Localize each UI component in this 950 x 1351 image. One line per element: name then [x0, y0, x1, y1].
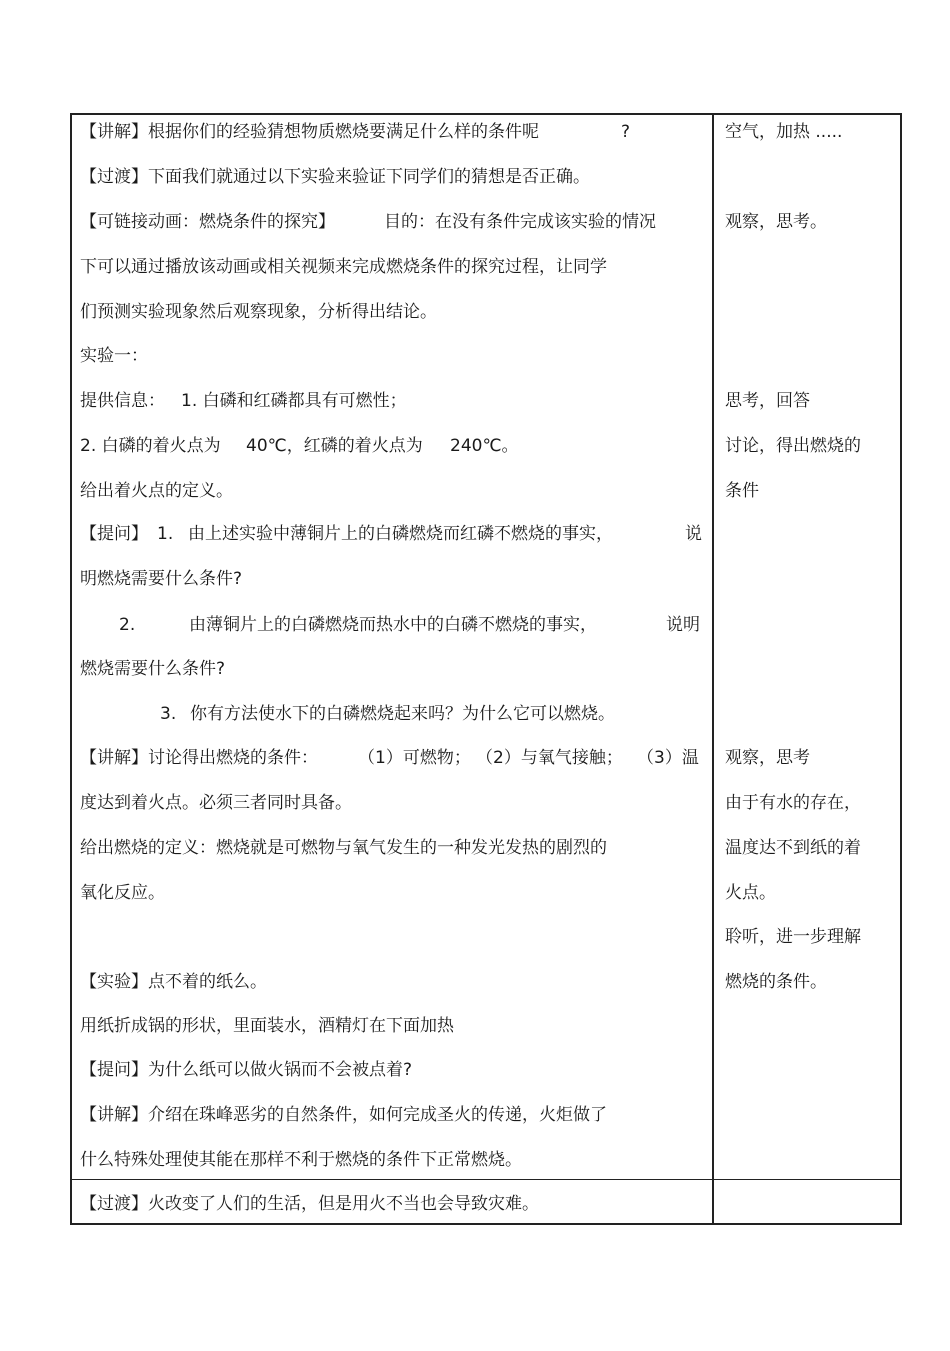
combustion-definition-continued: 氧化反应。	[80, 883, 165, 903]
student-activity-8: 温度达不到纸的着	[725, 838, 861, 858]
experiment-procedure: 用纸折成锅的形状，里面装水，酒精灯在下面加热	[80, 1016, 454, 1036]
question-label: 【提问】	[80, 524, 148, 544]
torch-explanation-continued: 什么特殊处理使其能在那样不利于燃烧的条件下正常燃烧。	[80, 1150, 522, 1170]
student-activity-10: 聆听，进一步理解	[725, 927, 861, 947]
info-item-2-b: 40℃，红磷的着火点为	[246, 436, 423, 456]
table-border-bottom	[70, 1223, 902, 1225]
question-2-number: 2.	[119, 615, 136, 635]
student-activity-1: 空气，加热 .....	[725, 122, 843, 142]
question-3-number: 3.	[160, 704, 177, 724]
condition-2: （2）与氧气接触；	[476, 748, 623, 768]
info-item-2-a: 2. 白磷的着火点为	[80, 436, 221, 456]
paper-pot-question: 【提问】为什么纸可以做火锅而不会被点着?	[80, 1060, 413, 1080]
condition-1: （1）可燃物；	[358, 748, 471, 768]
student-activity-2: 观察，思考。	[725, 212, 827, 232]
question-mark: ?	[621, 122, 631, 142]
experiment-paper-pot: 【实验】点不着的纸么。	[80, 972, 267, 992]
student-activity-5: 条件	[725, 481, 759, 501]
question-1-number: 1.	[157, 524, 174, 544]
student-activity-7: 由于有水的存在，	[725, 793, 861, 813]
torch-explanation: 【讲解】介绍在珠峰恶劣的自然条件，如何完成圣火的传递，火炬做了	[80, 1105, 607, 1125]
question-2-tail: 说明	[666, 615, 700, 635]
student-activity-3: 思考，回答	[725, 391, 810, 411]
final-transition: 【过渡】火改变了人们的生活，但是用火不当也会导致灾难。	[80, 1194, 539, 1214]
info-item-1: 1. 白磷和红磷都具有可燃性；	[181, 391, 407, 411]
combustion-definition: 给出燃烧的定义：燃烧就是可燃物与氧气发生的一种发光发热的剧烈的	[80, 838, 607, 858]
question-2-continued: 燃烧需要什么条件?	[80, 659, 226, 679]
animation-link-heading: 【可链接动画：燃烧条件的探究】	[80, 212, 335, 232]
experiment-one-label: 实验一：	[80, 346, 148, 366]
table-border-right	[900, 113, 902, 1225]
question-3-text: 你有方法使水下的白磷燃烧起来吗？为什么它可以燃烧。	[190, 704, 615, 724]
table-border-left	[70, 113, 72, 1225]
info-item-2-c: 240℃。	[450, 436, 519, 456]
question-2-text: 由薄铜片上的白磷燃烧而热水中的白磷不燃烧的事实，	[189, 615, 597, 635]
question-1-text: 由上述实验中薄铜片上的白磷燃烧而红磷不燃烧的事实，	[188, 524, 613, 544]
explain-line: 【讲解】根据你们的经验猜想物质燃烧要满足什么样的条件呢	[80, 122, 539, 142]
conditions-continued: 度达到着火点。必须三者同时具备。	[80, 793, 352, 813]
ignition-point-definition: 给出着火点的定义。	[80, 481, 233, 501]
table-border-top	[70, 113, 902, 115]
conditions-heading: 【讲解】讨论得出燃烧的条件：	[80, 748, 318, 768]
question-1-continued: 明燃烧需要什么条件?	[80, 569, 243, 589]
table-row-divider	[70, 1179, 902, 1180]
student-activity-6: 观察，思考	[725, 748, 810, 768]
question-1-tail: 说	[685, 524, 702, 544]
animation-text-line-2: 下可以通过播放该动画或相关视频来完成燃烧条件的探究过程，让同学	[80, 257, 607, 277]
student-activity-9: 火点。	[725, 883, 776, 903]
info-label: 提供信息：	[80, 391, 165, 411]
table-column-divider	[712, 113, 714, 1225]
animation-text-line-3: 们预测实验现象然后观察现象，分析得出结论。	[80, 302, 437, 322]
student-activity-11: 燃烧的条件。	[725, 972, 827, 992]
transition-line: 【过渡】下面我们就通过以下实验来验证下同学们的猜想是否正确。	[80, 167, 590, 187]
student-activity-4: 讨论，得出燃烧的	[725, 436, 861, 456]
animation-purpose: 目的：在没有条件完成该实验的情况	[384, 212, 656, 232]
condition-3: （3）温	[637, 748, 699, 768]
